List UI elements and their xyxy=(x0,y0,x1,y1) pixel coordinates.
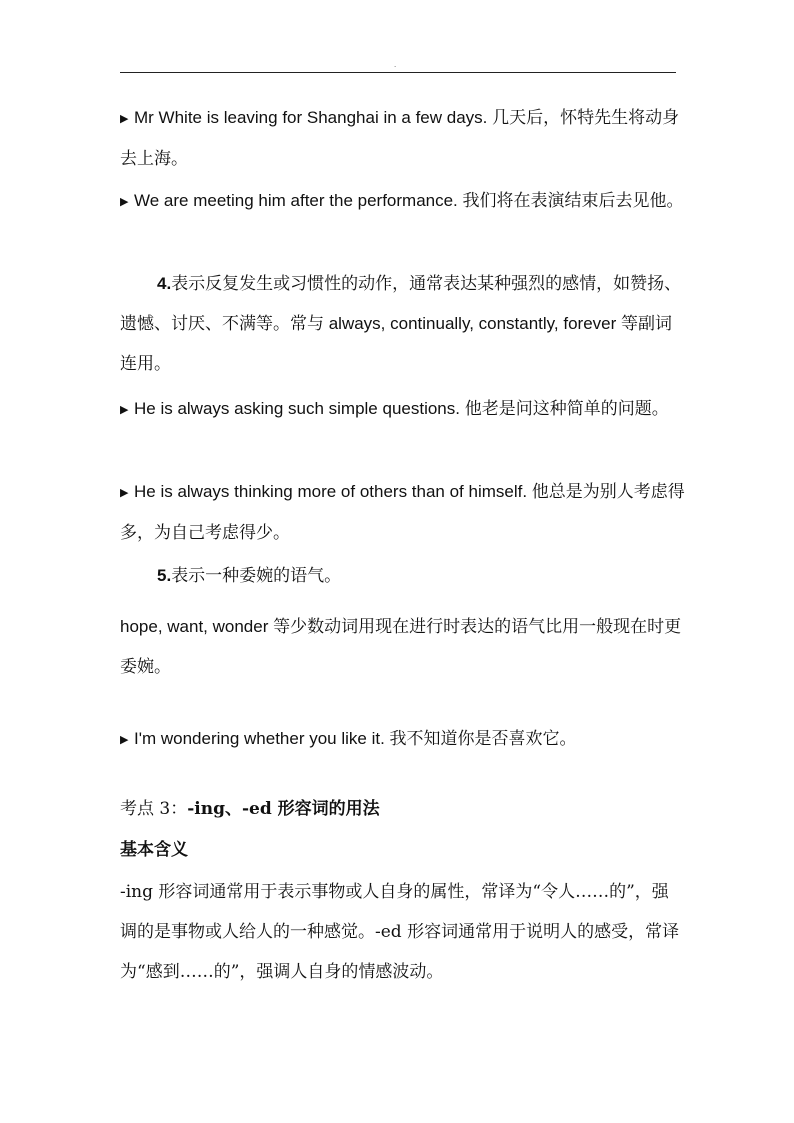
bullet-icon: ▶ xyxy=(120,196,129,208)
example-chinese: 我不知道你是否喜欢它。 xyxy=(384,729,577,748)
bullet-icon: ▶ xyxy=(120,487,129,499)
section-prefix: 考点 3： xyxy=(120,799,188,819)
example-sentence-4 xyxy=(120,472,685,553)
point-number: 5. xyxy=(157,566,172,585)
subheading-basic-meaning: 基本含义 xyxy=(120,840,188,860)
example-sentence-2 xyxy=(120,181,685,222)
usage-point-5 xyxy=(120,556,685,596)
example-english: He is always thinking more of others than of himself. xyxy=(134,482,528,501)
section-heading-3 xyxy=(120,789,685,829)
example-sentence-5 xyxy=(120,719,685,760)
header-rule xyxy=(120,72,676,73)
point-text: 表示一种委婉的语气。 xyxy=(171,566,342,585)
point-number: 4. xyxy=(157,274,172,293)
bullet-icon: ▶ xyxy=(120,734,129,746)
section-title: -ing、-ed 形容词的用法 xyxy=(187,799,380,819)
basic-meaning-text: -ing 形容词通常用于表示事物或人自身的属性，常译为“令人……的”，强调的是事物或人给人的一种感觉。-ed 形容词通常用于说明人的感受，常译为“感到……的”，强调人自身的情感波动。 xyxy=(120,882,680,982)
example-english: I'm wondering whether you like it. xyxy=(134,729,385,748)
example-sentence-1 xyxy=(120,98,685,179)
example-chinese: 他总是为别人考虑得多，为自己考虑得少。 xyxy=(120,482,685,542)
example-sentence-3 xyxy=(120,389,685,430)
point-5-explanation: hope, want, wonder 等少数动词用现在进行时表达的语气比用一般现在时更委婉。 xyxy=(120,617,682,676)
example-chinese: 几天后，怀特先生将动身去上海。 xyxy=(120,108,680,168)
usage-point-4 xyxy=(120,264,685,384)
example-english: We are meeting him after the performance. xyxy=(134,191,458,210)
example-chinese: 我们将在表演结束后去见他。 xyxy=(457,191,684,210)
header-dot: . xyxy=(394,60,397,69)
example-chinese: 他老是问这种简单的问题。 xyxy=(459,399,669,418)
example-english: Mr White is leaving for Shanghai in a few days. xyxy=(134,108,488,127)
bullet-icon: ▶ xyxy=(120,113,129,125)
example-english: He is always asking such simple questions. xyxy=(134,399,460,418)
bullet-icon: ▶ xyxy=(120,404,129,416)
point-text: 表示反复发生或习惯性的动作，通常表达某种强烈的感情，如赞扬、遗憾、讨厌、不满等。常与 always, continually, constantly, forever 等副词连用。 xyxy=(120,274,682,373)
